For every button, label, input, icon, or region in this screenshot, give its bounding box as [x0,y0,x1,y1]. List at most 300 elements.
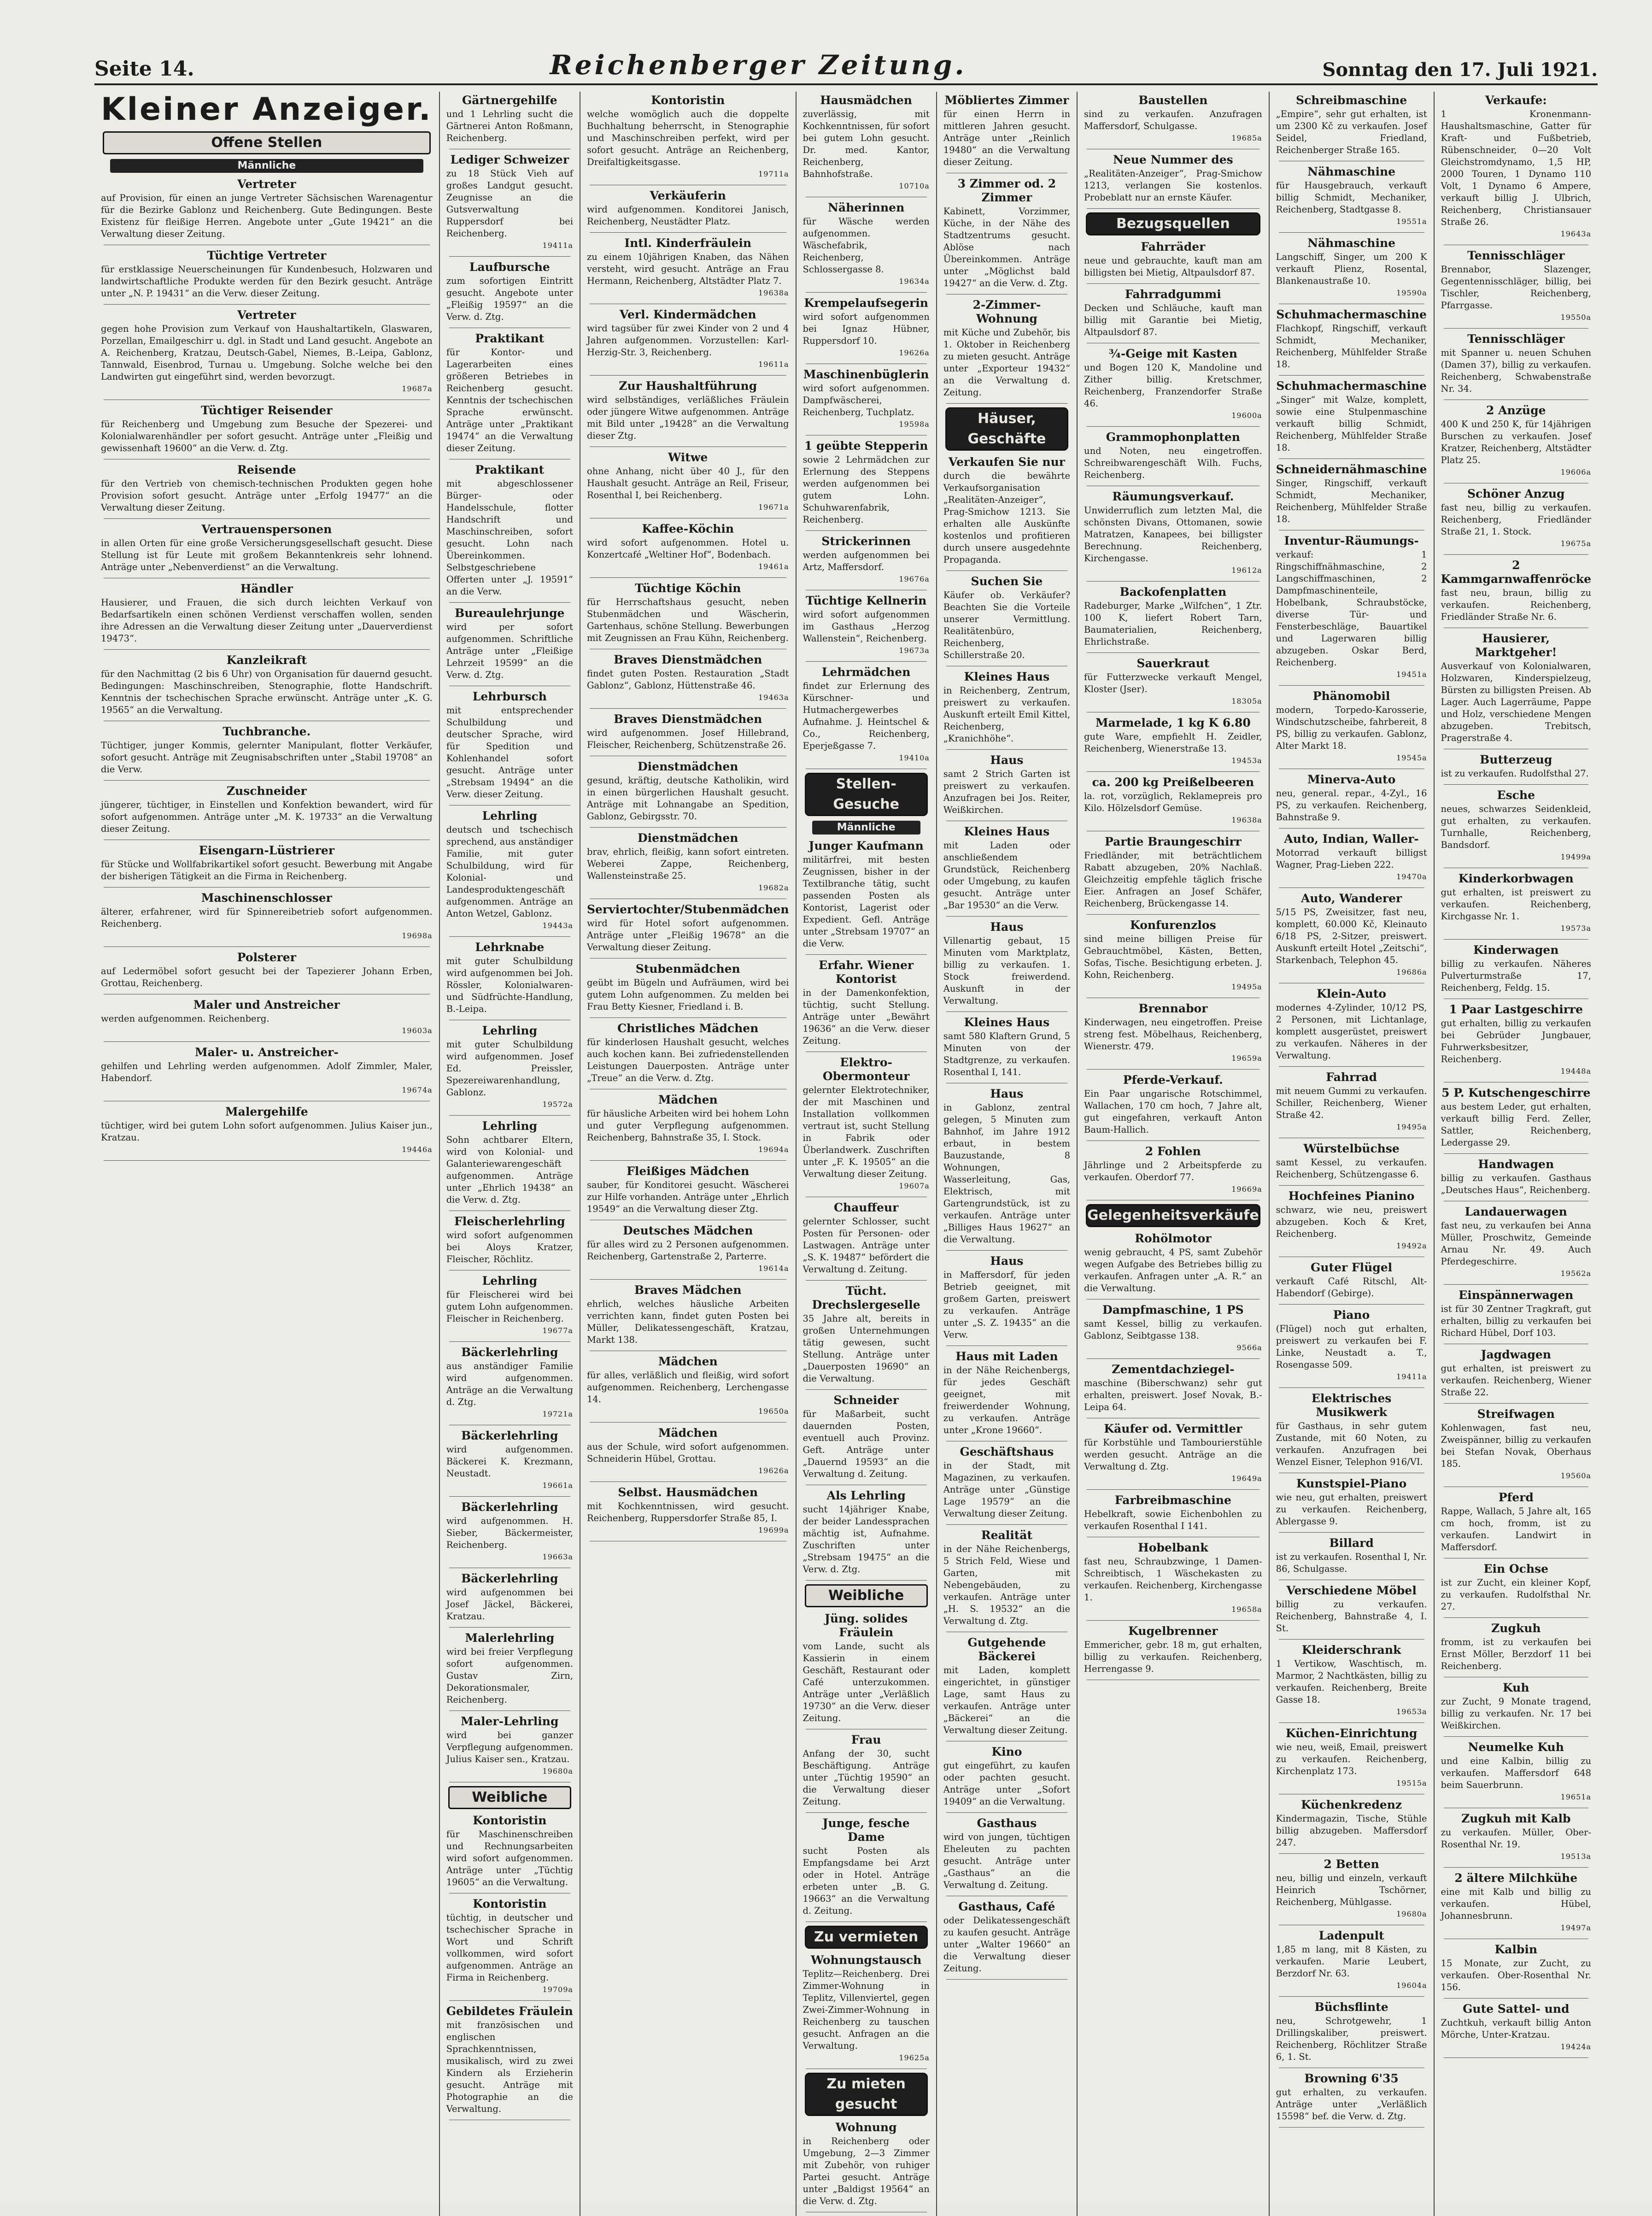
classified-ad [803,1393,930,1480]
classified-ad [101,891,433,942]
classified-ad [587,760,789,823]
ad-divider [449,2000,570,2001]
ad-reference-number: 19451a [1396,670,1427,679]
classified-ad [803,1489,930,1575]
ad-heading: Reisende [237,463,296,476]
ad-heading: Küchen-Einrichtung [1285,1727,1418,1740]
ad-body: mit französischen und englischen Sprachkenntnissen, musikalisch, wird zu zwei Kindern als Erzieherin gesucht. Anträge mit Photographie an die Verwaltung. [446,2020,573,2114]
ad-heading: Kleines Haus [964,1016,1050,1029]
ad-body: Radeburger, Marke „Wilfchen“, 1 Ztr. 100 K, liefert Robert Tarn, Baumaterialien, Reichenberg, Ehrlichstraße. [1084,600,1262,647]
classified-ad [101,308,433,395]
ad-divider [806,1389,927,1390]
classified-ad [587,522,789,573]
ad-divider [104,518,430,519]
category-banner: Zu vermieten [805,1926,928,1949]
ad-divider [1444,1617,1588,1618]
ad-heading: Kontoristin [473,1897,547,1910]
ad-reference-number: 19677a [542,1326,573,1335]
ad-body: gelernter Elektrotechniker, der mit Maschinen und Installation vollkommen vertraut ist, sucht Stellung in Fabrik oder Überlandwerk. Zuschriften unter „F. K. 19505“ an die Verwaltung dieser Zeitung. [803,1085,930,1179]
ad-divider [1279,1185,1424,1186]
ad-body: älterer, erfahrener, wird für Spinnereibetrieb sofort aufgenommen. Reichenberg. [101,906,433,929]
ad-reference-number: 19448a [1560,1067,1591,1076]
classified-ad [587,379,789,442]
ad-heading: Klein-Auto [1317,987,1387,1000]
ad-divider [1279,375,1424,376]
ad-body: aus bestem Leder, gut erhalten, verkauft billig Ferd. Zeller, Sattler, Reichenberg, Ledergasse 29. [1441,1101,1591,1148]
ad-reference-number: 19680a [542,1767,573,1775]
ad-heading: Fahrräder [1141,240,1206,253]
ad-divider [104,1041,430,1042]
ad-reference-number: 19674a [402,1086,433,1094]
ad-reference-number: 19515a [1396,1779,1427,1787]
ad-column [94,92,440,2216]
classified-ad [1084,1624,1262,1675]
classified-ad [446,1500,573,1563]
ad-heading: Kinderkorbwagen [1458,872,1574,885]
ad-heading: Billard [1329,1536,1374,1550]
ad-reference-number: 9566a [1236,1343,1262,1352]
ad-heading: Schöner Anzug [1467,487,1565,500]
classified-ad [446,1274,573,1337]
ad-divider [104,304,430,305]
ad-reference-number: 19659a [1231,1054,1262,1063]
ad-heading: Gasthaus [977,1816,1037,1830]
ad-reference-number: 19551a [1396,217,1427,226]
classified-ad [587,94,789,180]
classified-ad [803,535,930,585]
ad-body: in Maffersdorf, für jeden Betrieb geeignet, mit großem Garten, preiswert zu verkaufen. Anträge unter „S. Z. 19435“ an die Verw. [943,1270,1071,1340]
ad-heading: Räumungsverkauf. [1112,490,1234,503]
ad-heading: Elektro-Obermonteur [822,1056,910,1083]
ad-reference-number: 19513a [1560,1852,1591,1861]
classified-ad [1276,463,1427,525]
ad-body: wird sofort aufgenommen im Gasthaus „Herzog Wallenstein“, Reichenberg. [803,609,930,644]
ad-body: sowie 2 Lehrmädchen zur Erlernung des Steppens werden aufgenommen bei gutem Lohn. Schuhwarenfabrik, Reichenberg. [803,454,930,525]
ad-reference-number: 19675a [1560,539,1591,548]
ad-heading: Maler-Lehrling [461,1715,559,1728]
ad-divider [1279,685,1424,686]
ad-heading: Geschäftshaus [960,1445,1054,1458]
ad-heading: Christliches Mädchen [617,1022,759,1035]
ad-heading: Backofenplatten [1119,585,1227,599]
ad-body: wird sofort aufgenommen bei Ignaz Hübner, Ruppersdorf 10. [803,312,930,346]
ad-body: sucht 14jähriger Knabe, der beider Landessprachen mächtig ist, Aufnahme. Zuschriften unter „Strebsam 19475“ an die Verw. d. Ztg. [803,1504,930,1575]
ad-body: ohne Anhang, nicht über 40 J., für den Haushalt gesucht. Anträge an Reil, Friseur, Rosenthal I, bei Reichenberg. [586,466,789,500]
classified-ad [446,1897,573,1996]
ad-body: für Kontor- und Lagerarbeiten eines größeren Betriebes in Reichenberg gesucht. Kenntnis der tschechischen Sprache erwünscht. Anträge unter „Praktikant 19474“ an die Verwaltung dieser Zeitung. [446,347,573,453]
classified-ad [943,575,1070,661]
ad-heading: Verkaufen Sie nur [948,455,1065,469]
ad-divider [1279,1532,1424,1533]
ad-body: wird aufgenommen. Konditorei Janisch, Reichenberg, Neustädter Platz. [586,204,789,227]
ad-body: Tüchtiger, junger Kommis, gelernter Manipulant, flotter Verkäufer, sofort gesucht. Anträge mit Zeugnisabschriften unter „Stabil 19708“ an die Verw. [101,740,433,775]
classified-ad [1084,240,1262,279]
ad-heading: Praktikant [475,332,545,345]
ad-body: fast neu, Schraubzwinge, 1 Damen-Schreibtisch, 1 Wäschekasten zu verkaufen. Reichenberg, Kirchengasse 1. [1084,1556,1262,1603]
ad-body: fast neu, zu verkaufen bei Anna Müller, Proschwitz, Gemeinde Arnau Nr. 49. Auch Pferdegeschirre. [1441,1220,1591,1267]
ad-body: wird tagsüber für zwei Kinder von 2 und 4 Jahren aufgenommen. Vorzustellen: Karl-Herzig-Str. 3, Reichenberg. [586,323,789,358]
ad-body: wird per sofort aufgenommen. Schriftliche Anträge unter „Fleißige Lehrzeit 19599“ an die Verw. d. Ztg. [446,622,573,680]
ad-body: findet zur Erlernung des Kürschner- und Hutmachergewerbes Aufnahme. J. Heintschel & Co., Reichenberg, Eperjeßgasse 7. [803,681,930,751]
ad-heading: Jüng. solides Fräulein [825,1612,908,1639]
ad-divider [104,887,430,888]
classified-ad [1276,1477,1427,1528]
classified-ad [1276,1584,1427,1634]
ad-body: Jährlinge und 2 Arbeitspferde zu verkaufen. Oberdorf 77. [1084,1160,1262,1182]
ad-body: zu 18 Stück Vieh auf großes Landgut gesucht. Zeugnisse an die Gutsverwaltung Ruppersdorf bei Reichenberg. [446,168,573,239]
ad-divider [1279,458,1424,459]
ad-heading: Streifwagen [1477,1407,1555,1421]
ad-divider [1087,581,1260,582]
ad-body: mit entsprechender Schulbildung und deutscher Sprache, wird für Spedition und Kohlenhandel sofort gesucht. Anträge unter „Strebsam 19494“ an die Verw. dieser Zeitung. [446,705,573,799]
ad-body: zur Zucht, 9 Monate tragend, billig zu verkaufen. Nr. 17 bei Weißkirchen. [1441,1696,1591,1731]
ad-heading: Haus [990,1087,1024,1100]
classified-ad [101,844,433,882]
ad-heading: Braves Dienstmädchen [614,712,762,726]
ad-heading: Krempelaufsegerin [804,296,928,310]
ad-heading: Serviertochter/Stubenmädchen [586,903,789,916]
ad-divider [946,1524,1067,1525]
classified-ad [1441,332,1591,395]
ad-body: ist für 30 Zentner Tragkraft, gut erhalten, billig zu verkaufen bei Richard Hübel, Dorf 103. [1441,1304,1591,1338]
ad-heading: Junge, fesche Dame [822,1816,910,1844]
ad-divider [1279,232,1424,233]
ad-heading: 2 Anzüge [1486,404,1546,417]
ad-heading: Tuchbranche. [223,725,311,738]
ad-heading: Maschinenschlosser [201,891,332,905]
classified-ad [1276,236,1427,299]
ad-heading: Browning 6'35 [1304,2072,1399,2085]
ad-body: Villenartig gebaut, 15 Minuten vom Marktplatz, billig zu verkaufen. 1. Stock freiwerdend. Auskunft in der Verwaltung. [943,935,1071,1006]
ad-body: „Realitäten-Anzeiger“, Prag-Smichow 1213, verlangen Sie kostenlos. Probeblatt nur an ernste Käufer. [1084,168,1262,203]
ad-reference-number: 19658a [1231,1605,1262,1614]
ad-divider [946,749,1067,750]
ad-body: wie neu, gut erhalten, preiswert zu verkaufen. Reichenberg, Ablergasse 9. [1276,1492,1427,1527]
classified-ad [446,1215,573,1265]
ad-reference-number: 19614a [758,1264,789,1273]
ad-body: für Reichenberg und Umgebung zum Besuche der Spezerei- und Kolonialwarenhändler per sofort gesucht. Anträge unter „Fleißig und gewissenhaft 19600“ an die Verw. d. Ztg. [101,419,433,453]
ad-reference-number: 19495a [1231,982,1262,991]
classified-ad [1276,534,1427,681]
ad-divider [946,570,1067,571]
ad-heading: Käufer od. Vermittler [1104,1422,1242,1435]
ad-divider [449,936,570,937]
ad-heading: Haus [990,753,1024,767]
ad-reference-number: 19625a [899,2053,930,2062]
ad-body: Decken und Schläuche, kauft man billig mit Garantie bei Mietig, Altpaulsdorf 87. [1084,303,1262,337]
ad-heading: Fahrradgummi [1125,288,1221,301]
ad-reference-number: 19694a [758,1145,789,1154]
category-banner: Offene Stellen [103,131,431,154]
ad-body: fast neu, braun, billig zu verkaufen. Reichenberg, Friedländer Straße Nr. 6. [1441,588,1591,622]
ad-heading: 1 geübte Stepperin [804,439,928,453]
ad-divider [590,708,786,709]
ad-divider [1444,939,1588,940]
ad-heading: Neumelke Kuh [1468,1740,1564,1754]
ad-heading: 2 Kammgarnwaffenröcke [1441,558,1592,586]
ad-heading: Gasthaus, Café [958,1900,1055,1913]
classified-ad [1276,773,1427,823]
ad-heading: Tüchtige Köchin [635,582,741,595]
ad-divider [1279,1722,1424,1723]
ad-heading: Lehrling [482,1024,538,1037]
ad-body: 35 Jahre alt, bereits in großen Unternehmungen tätig gewesen, sucht Stellung. Anträge unter „Dauerposten 19690“ an die Verwaltung. [803,1313,930,1384]
ad-body: Rappe, Wallach, 5 Jahre alt, 165 cm hoch, fromm, ist zu verkaufen. Landwirt in Maffersdorf. [1441,1506,1591,1552]
ad-heading: Gutgehende Bäckerei [967,1636,1046,1663]
ad-heading: Gebildetes Fräulein [446,2004,573,2018]
classified-ad [803,296,930,359]
ad-heading: ca. 200 kg Preißelbeeren [1092,776,1254,789]
classified-ad [587,962,789,1013]
classified-ad [446,332,573,454]
ad-body: ist zu verkaufen. Rosenthal I, Nr. 86, Schulgasse. [1276,1552,1427,1574]
classified-ad [803,368,930,430]
ad-heading: Guter Flügel [1311,1261,1393,1274]
ad-body: für Hausgebrauch, verkauft billig Schmidt, Mechaniker, Reichenberg, Stadtgasse 8. [1276,180,1427,215]
ad-divider [1279,2127,1424,2128]
ad-heading: Maschinenbüglerin [803,368,929,381]
ad-divider [1279,828,1424,829]
ad-body: aus der Schule, wird sofort aufgenommen. Schneiderin Hübel, Grottau. [586,1441,789,1464]
classified-ad [101,653,433,716]
ad-body: militärfrei, mit besten Zeugnissen, bisher in der Textilbranche tätig, sucht passenden Posten als Kontorist, Lagerist oder Expedient. Gefl. Anträge unter „Strebsam 19707“ an die Verw. [803,854,930,949]
ad-body: wird selbständiges, verläßliches Fräulein oder jüngere Witwe aufgenommen. Anträge mit Bild unter „19428“ an die Verwaltung dieser Ztg. [586,394,789,441]
classified-ad [1084,490,1262,576]
ad-reference-number: 19461a [758,562,789,571]
ad-divider [449,602,570,603]
ad-reference-number: 19673a [899,646,930,655]
ad-body: ist zur Zucht, ein kleiner Kopf, zu verkaufen. Rudolfsthal Nr. 27. [1441,1577,1591,1612]
ad-divider [590,1481,786,1482]
ad-body: in der Damenkonfektion, tüchtig, sucht Stellung. Anträge unter „Bewährt 19636“ an die Verw. dieser Zeitung. [803,988,930,1046]
classified-ad [587,903,789,953]
ad-heading: Lehrbursch [472,690,547,703]
ad-body: in der Stadt, mit Magazinen, zu verkaufen. Anträge unter „Günstige Lage 19579“ an die Verwaltung dieser Zeitung. [943,1460,1071,1519]
classified-ad [1276,1142,1427,1181]
ad-body: neues, schwarzes Seidenkleid, gut erhalten, zu verkaufen. Turnhalle, Reichenberg, Bandsdorf. [1441,804,1591,850]
classified-ad [1276,165,1427,228]
classified-ad [446,153,573,252]
ad-reference-number: 19709a [542,1985,573,1994]
category-banner: Weibliche [805,1584,928,1607]
classified-ad [587,1486,789,1536]
ad-divider [946,403,1067,404]
ad-heading: Wohnung [835,2121,897,2134]
ad-divider [1444,554,1588,555]
ad-body: werden aufgenommen bei Artz, Maffersdorf. [803,550,930,572]
ad-reference-number: 19643a [1560,229,1591,238]
ad-body: la. rot, vorzüglich, Reklamepreis pro Kilo. Hölzelsdorf Gemüse. [1084,791,1262,813]
ad-body: Teplitz—Reichenberg. Drei Zimmer-Wohnung in Teplitz, Villenviertel, gegen Zwei-Zimmer-Wohnung in Reichenberg zu tauschen gesucht. Anfragen an die Verwaltung. [803,1969,930,2051]
ad-heading: Tücht. Drechslergeselle [812,1284,920,1311]
ad-body: in Reichenberg, Zentrum, preiswert zu verkaufen. Auskunft erteilt Emil Kittel, Reichenberg, „Kranichhöhe“. [943,685,1071,744]
ad-reference-number: 18305a [1231,697,1262,705]
ad-body: Singer, Ringschiff, verkauft Schmidt, Mechaniker, Reichenberg, Mühlfelder Straße 18. [1276,478,1427,524]
category-banner: Stellen-Gesuche [805,773,928,816]
classified-ad [446,94,573,144]
classified-ad [587,1283,789,1346]
ad-heading: Vertreter [237,308,296,322]
ad-body: eine mit Kalb und billig zu verkaufen. Hübel, Johannesbrunn. [1441,1887,1591,1921]
classified-ad [1084,153,1262,204]
ad-body: wird sofort aufgenommen bei Aloys Kratzer, Fleischer, Röchlitz. [446,1230,573,1264]
classified-ad [101,177,433,240]
ad-heading: Piano [1333,1308,1370,1322]
ad-reference-number: 19453a [1231,756,1262,765]
ad-heading: Eisengarn-Lüstrierer [199,844,334,857]
ad-body: „Singer“ mit Walze, komplett, sowie eine Stulpenmaschine verkauft billig Schmidt, Reichenberg, Mühlfelder Straße 18. [1276,394,1427,453]
ad-body: wird von jungen, tüchtigen Eheleuten zu pachten gesucht. Anträge unter „Gasthaus“ an die Verwaltung d. Zeitung. [943,1832,1071,1890]
classified-ad [1441,1943,1591,1993]
ad-body: neu, billig und einzeln, verkauft Heinrich Tschörner, Reichenberg, Mühlgasse. [1276,1873,1427,1907]
ad-body: für alles wird zu 2 Personen aufgenommen. Reichenberg, Gartenstraße 2, Parterre. [586,1239,789,1262]
classified-ad [943,1087,1070,1246]
ad-divider [590,232,786,233]
classified-ad [1441,1407,1591,1482]
ad-heading: Marmelade, 1 kg K 6.80 [1095,716,1251,729]
classified-ad [943,298,1070,399]
ad-heading: Dienstmädchen [637,760,738,773]
ad-divider [1087,283,1260,284]
classified-ad [446,1119,573,1206]
classified-ad [1084,347,1262,422]
classified-ad [943,1636,1070,1736]
ad-heading: Maler und Anstreicher [193,998,340,1011]
ad-divider [1279,1387,1424,1388]
ad-heading: Bureaulehrjunge [455,606,565,620]
classified-ad [1276,1643,1427,1718]
ad-reference-number: 19607a [899,1181,930,1190]
ad-heading: Kaffee-Köchin [642,522,734,535]
ad-columns [94,91,1598,2206]
ad-heading: Vertreter [237,177,296,191]
ad-body: aus anständiger Familie wird aufgenommen. Anträge an die Verwaltung d. Ztg. [446,1361,573,1407]
ad-reference-number: 19545a [1396,753,1427,762]
classified-ad [1276,308,1427,370]
ad-column [1435,92,1598,2216]
ad-heading: Schuhmachermaschine [1276,308,1427,321]
classified-ad [1084,1493,1262,1532]
ad-reference-number: 19492a [1396,1241,1427,1250]
ad-heading: Stubenmädchen [635,962,740,976]
ad-heading: Phänomobil [1312,689,1390,703]
ad-reference-number: 19626a [758,1466,789,1475]
ad-heading: Kontoristin [651,94,725,107]
classified-ad [101,784,433,835]
classified-ad [1276,2000,1427,2063]
ad-heading: Schneidernähmaschine [1276,463,1427,476]
ad-body: in allen Orten für eine große Versicherungsgesellschaft gesucht. Diese Stellung ist für Leute mit großem Bekanntenkreis sehr lohnend. Anträge unter „Nebenverdienst“ an die Verwaltung. [101,538,433,572]
ad-divider [806,292,927,293]
classified-ad [1276,689,1427,764]
classified-ad [1276,832,1427,883]
classified-ad [1276,1798,1427,1849]
ad-divider [946,1812,1067,1813]
ad-body: für den Vertrieb von chemisch-technischen Produkten gegen hohe Provision sofort gesucht. Anträge unter „Erfolg 19477“ an die Verwaltung dieser Zeitung. [101,478,433,513]
classified-ad [1084,657,1262,707]
classified-ad [803,439,930,526]
ad-body: mit neuem Gummi zu verkaufen. Schiller, Reichenberg, Wiener Straße 42. [1276,1086,1427,1120]
classified-ad [943,670,1070,745]
classified-ad [803,594,930,657]
ad-body: „Empire“, sehr gut erhalten, ist um 2300 Kč zu verkaufen. Josef Seidel, Friedland, Reichenberger Straße 165. [1276,109,1427,155]
classified-ad [943,1445,1070,1520]
ad-column [937,92,1078,2216]
ad-reference-number: 19562a [1560,1269,1591,1278]
classified-ad [446,1346,573,1420]
ad-body: für Wäsche werden aufgenommen. Wäschefabrik, Reichenberg, Schlossergasse 8. [803,216,930,275]
ad-body: wird bei ganzer Verpflegung aufgenommen. Julius Kaiser sen., Kratzau. [446,1730,573,1764]
ad-body: welche womöglich auch die doppelte Buchhaltung beherrscht, in Stenographie und Maschinschreiben perfekt, wird per sofort gesucht. Anträge an Reichenberg, Dreifaltigkeitsgasse. [586,109,789,167]
ad-body: vom Lande, sucht als Kassierin in einem Geschäft, Restaurant oder Café unterzukommen. Anträge unter „Verläßlich 19730“ an die Verw. dieser Zeitung. [803,1641,930,1723]
ad-heading: Zementdachziegel- [1112,1363,1235,1376]
ad-reference-number: 19497a [1560,1923,1591,1932]
ad-divider [1087,208,1260,209]
ad-divider [1444,1998,1588,1999]
ad-body: für erstklassige Neuerscheinungen für Kundenbesuch, Holzwaren und landwirtschaftliche Produkte werden für den Bezirk gesucht. Anträge unter „N. P. 19431“ an die Verw. dieser Zeitung. [101,264,433,299]
ad-body: Käufer ob. Verkäufer? Beachten Sie die Vorteile unserer Vermittlung. Realitätenbüro, Reichenberg, Schillerstraße 20. [943,590,1071,660]
ad-divider [1444,1403,1588,1404]
ad-divider [590,1160,786,1161]
ad-heading: Fahrrad [1326,1070,1377,1084]
ad-heading: Gärtnergehilfe [462,94,557,107]
classified-ad [943,1254,1070,1341]
ad-body: wird aufgenommen. Josef Hillebrand, Fleischer, Reichenberg, Schützenstraße 26. [586,728,789,750]
ad-heading: Bäckerlehrling [461,1429,558,1442]
ad-body: 1,85 m lang, mit 8 Kästen, zu verkaufen. Marie Leubert, Berzdorf Nr. 63. [1276,1944,1427,1979]
ad-body: mit Spanner u. neuen Schuhen (Damen 37), billig zu verkaufen. Reichenberg, Schwabenstraße Nr. 34. [1441,347,1591,394]
classified-ad [943,753,1070,816]
ad-divider [946,1011,1067,1012]
classified-ad [587,831,789,894]
ad-reference-number: 19598a [899,420,930,429]
ad-heading: Näherinnen [828,201,905,214]
ad-heading: Selbst. Hausmädchen [618,1486,758,1499]
ad-body: wird für Hotel sofort aufgenommen. Anträge unter „Fleißig 19678“ an die Verwaltung dieser Zeitung. [586,918,789,952]
classified-ad [803,1284,930,1385]
ad-body: für Maßarbeit, sucht dauernden Posten, eventuell auch Provinz. Geft. Anträge unter „Dauernd 19593“ an die Verwaltung d. Zeitung. [803,1409,930,1479]
classified-ad [943,825,1070,911]
ad-heading: Bäckerlehrling [461,1500,558,1514]
ad-heading: Zuschneider [226,784,307,798]
ad-column [1078,92,1270,2216]
ad-body: 5/15 PS, Zweisitzer, fast neu, komplett, 60.000 Kč, Kleinauto 6/18 PS, 2-Sitzer, preiswert. Auskunft erteilt Hotel „Zeitschi“, Starkenbach, Telephon 45. [1276,907,1427,965]
classified-ad [803,1612,930,1724]
ad-reference-number: 19634a [899,277,930,286]
classified-ad [101,951,433,989]
ad-body: billig zu verkaufen. Näheres Pulverturmstraße 17, Reichenberg, Feldg. 15. [1441,958,1591,993]
classified-ad [101,404,433,454]
ad-heading: Küchenkredenz [1301,1798,1402,1811]
classified-ad [943,920,1070,1007]
ad-divider [449,256,570,257]
ad-heading: Rohölmotor [1135,1232,1212,1245]
ad-body: mit Küche und Zubehör, bis 1. Oktober in Reichenberg zu mieten gesucht. Anträge unter „Exporteur 19432“ an die Verwaltung d. Zeitung. [943,327,1071,398]
ad-body: für den Nachmittag (2 bis 6 Uhr) von Organisation für dauernd gesucht. Bedingungen: Maschinschreiben, Stenographie, flotte Handschrift. Kenntnis der tschechischen Sprache erwünscht. Anträge unter „K. G. 19565“ an die Verwaltung. [101,669,433,715]
ad-body: für Maschinenschreiben und Rechnungsarbeiten wird sofort aufgenommen. Anträge unter „Tüchtig 19605“ an die Verwaltung. [446,1829,573,1887]
ad-heading: Esche [1497,788,1535,802]
classified-ad [1276,1308,1427,1383]
ad-body: neu, general. repar., 4-Zyl., 16 PS, zu verkaufen. Reichenberg, Bahnstraße 9. [1276,788,1427,823]
ad-heading: Fleißiges Mädchen [627,1164,750,1178]
classified-ad [587,1224,789,1275]
ad-body: verkauft Café Ritschl, Alt-Habendorf (Gebirge). [1276,1276,1427,1299]
ad-divider [1444,1153,1588,1154]
ad-heading: Tennisschläger [1467,249,1565,262]
ad-heading: Brennabor [1138,1002,1208,1015]
ad-heading: Strickerinnen [821,535,911,548]
classified-ad [1276,1261,1427,1299]
